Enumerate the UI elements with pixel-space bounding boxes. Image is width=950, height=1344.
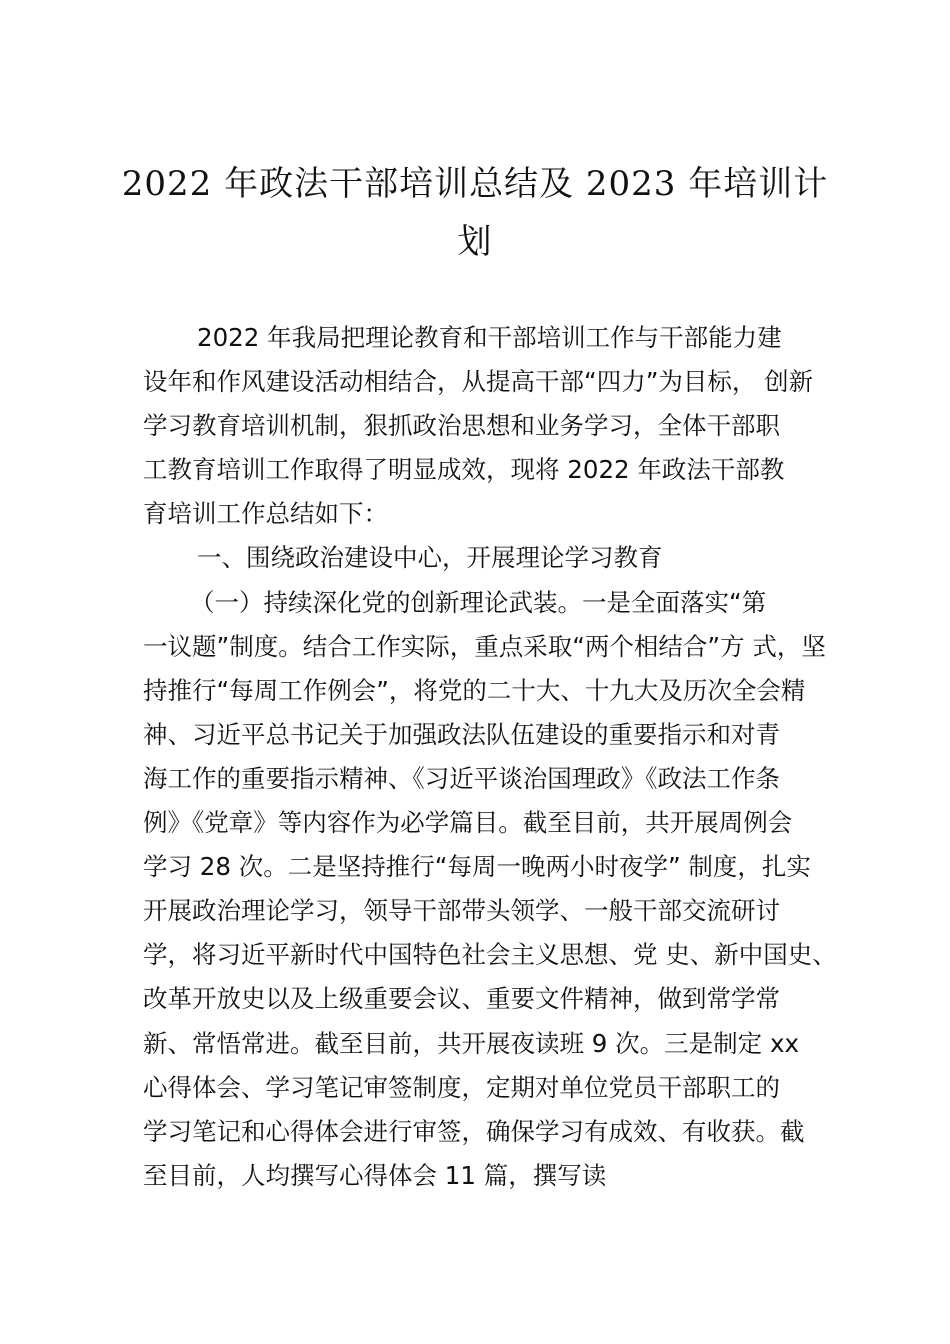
intro-line: 2022 年我局把理论教育和干部培训工作与干部能力建 <box>197 323 782 352</box>
title-line-2: 划 <box>457 222 493 262</box>
intro-line: 学习教育培训机制，狠抓政治思想和业务学习，全体干部职 <box>143 411 780 441</box>
title-line-1: 2022 年政法干部培训总结及 2023 年培训计 <box>121 164 829 204</box>
subsection-line: 新、常悟常进。截至目前，共开展夜读班 9 次。三是制定 xx <box>143 1028 799 1058</box>
subsection-line: 学，将习近平新时代中国特色社会主义思想、党 史、新中国史、 <box>143 940 837 970</box>
section-heading: 一、围绕政治建设中心，开展理论学习教育 <box>197 543 663 573</box>
subsection-line: 神、习近平总书记关于加强政法队伍建设的重要指示和对青 <box>143 719 780 749</box>
intro-line: 育培训工作总结如下： <box>143 499 388 529</box>
document-body <box>143 316 837 1198</box>
subsection-line: 开展政治理论学习，领导干部带头领学、一般干部交流研讨 <box>143 896 780 926</box>
subsection-line: 心得体会、学习笔记审签制度，定期对单位党员干部职工的 <box>143 1072 780 1102</box>
subsection-line: 学习 28 次。二是坚持推行“每周一晚两小时夜学” 制度，扎实 <box>143 852 811 882</box>
subsection-line: 学习笔记和心得体会进行审签，确保学习有成效、有收获。截 <box>143 1116 805 1146</box>
intro-line: 工教育培训工作取得了明显成效，现将 2022 年政法干部教 <box>143 455 785 485</box>
subsection-line: 至目前，人均撰写心得体会 11 篇，撰写读 <box>143 1160 607 1190</box>
subsection-line: 改革开放史以及上级重要会议、重要文件精神，做到常学常 <box>143 984 780 1014</box>
subsection-line: 例》《党章》等内容作为必学篇目。截至目前，共开展周例会 <box>143 808 793 838</box>
subsection-line: 持推行“每周工作例会”，将党的二十大、十九大及历次全会精 <box>143 675 806 705</box>
subsection-line: 一议题”制度。结合工作实际，重点采取“两个相结合”方 式，坚 <box>143 631 826 661</box>
document-title <box>120 155 830 271</box>
subsection-line: 海工作的重要指示精神、《习近平谈治国理政》《政法工作条 <box>143 763 780 793</box>
subsection-line: （一）持续深化党的创新理论武装。一是全面落实“第 <box>190 587 767 617</box>
intro-line: 设年和作风建设活动相结合，从提高干部“四力”为目标， 创新 <box>143 367 814 397</box>
